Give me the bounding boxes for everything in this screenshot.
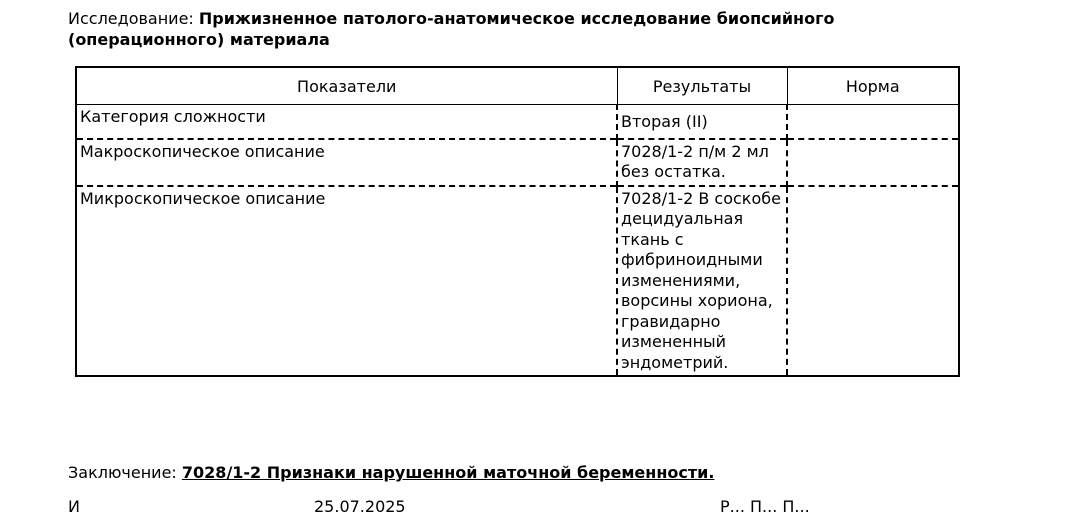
row-norm — [787, 105, 959, 139]
header-norm: Норма — [787, 67, 959, 105]
cut-off-right: Р... П... П... — [720, 497, 810, 516]
row-result: Вторая (II) — [617, 105, 787, 139]
table-header-row — [76, 67, 959, 105]
cut-off-date: 25.07.2025 — [314, 497, 406, 516]
header-indicators: Показатели — [76, 67, 617, 105]
results-table — [75, 66, 960, 377]
row-indicator: Микроскопическое описание — [76, 186, 617, 377]
conclusion-label: Заключение: — [68, 463, 182, 482]
cut-off-line — [68, 496, 1008, 516]
cut-off-left: И — [68, 497, 80, 516]
conclusion-line — [68, 462, 714, 484]
study-line — [68, 8, 968, 50]
row-result: 7028/1-2 п/м 2 мл без остатка. — [617, 139, 787, 186]
row-indicator: Категория сложности — [80, 107, 266, 126]
conclusion-text: 7028/1-2 Признаки нарушенной маточной беременности. — [181, 463, 715, 482]
row-result: 7028/1-2 В соскобе децидуальная ткань с фибриноидными изменениями, ворсины хориона, гравидарно измененный эндометрий. — [617, 186, 787, 377]
study-label: Исследование: — [68, 9, 199, 28]
row-norm — [787, 139, 959, 186]
table-row — [76, 139, 959, 186]
table-row — [76, 186, 959, 377]
row-norm — [787, 186, 959, 377]
header-results: Результаты — [617, 67, 787, 105]
study-title: Прижизненное патолого-анатомическое исследование биопсийного (операционного) материала — [68, 9, 835, 49]
row-indicator: Макроскопическое описание — [76, 139, 617, 186]
table-row — [76, 105, 959, 139]
